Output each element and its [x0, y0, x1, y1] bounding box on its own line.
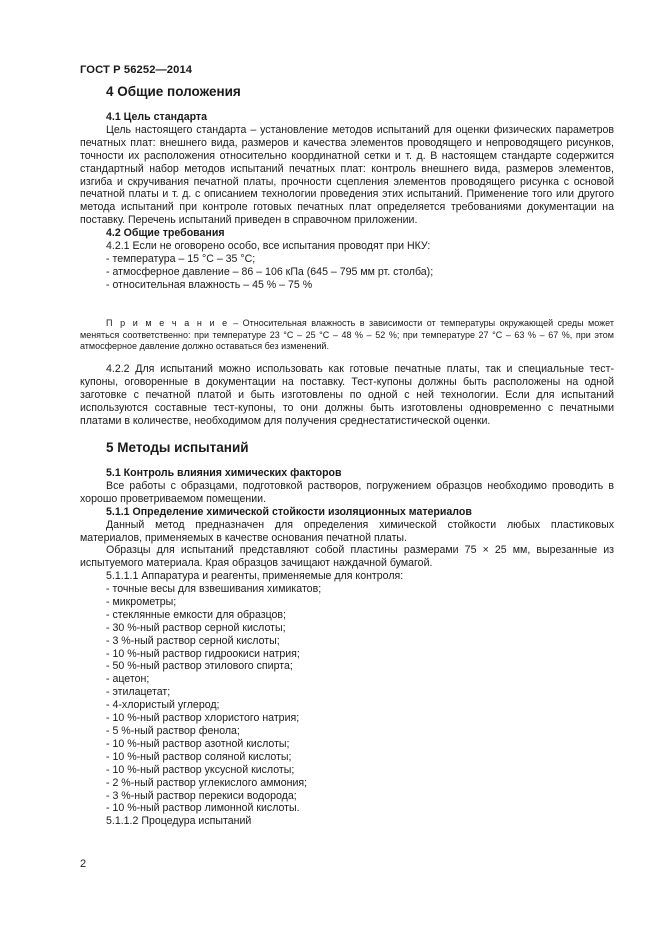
list-item: - 3 %-ный раствор серной кислоты;	[106, 634, 280, 647]
list-item: - 10 %-ный раствор хлористого натрия;	[106, 712, 300, 725]
paragraph-5-1-1-1: 5.1.1.1 Аппаратура и реагенты, применяемые для контроля:	[106, 570, 404, 583]
list-item: - микрометры;	[106, 595, 177, 608]
list-item: - атмосферное давление – 86 – 106 кПа (645 – 795 мм рт. столба);	[106, 265, 434, 278]
paragraph-4-1: Цель настоящего стандарта – установление методов испытаний для оценки физических параметров печатных плат: внешнего вида, размеров и качества элементов проводящего и непроводящего рисунков, точности их расположения относительно координатной сетки и т. д. В настоящем стандарте содержится стандартный набор методов испытаний печатных плат: контроль внешнего вида, размеров элементов, изгиба и скручивания печатной платы, прочности сцепления элементов проводящего рисунка с основой печатной платы и т. д. с описанием технологии проведения этих испытаний. Применение того или другого метода испытаний при контроле готовых печатных плат определяется требованиями документации на поставку. Перечень испытаний приведен в справочном приложении.	[80, 123, 614, 227]
list-item: - 10 %-ный раствор азотной кислоты;	[106, 737, 290, 750]
section-5-title: 5 Методы испытаний	[106, 440, 249, 455]
paragraph-5-1: Все работы с образцами, подготовкой растворов, погружением образцов необходимо проводить в хорошо проветриваемом помещении.	[80, 479, 614, 505]
note-block	[80, 318, 614, 353]
list-item: - 5 %-ный раствор фенола;	[106, 724, 240, 737]
list-item: - точные весы для взвешивания химикатов;	[106, 583, 322, 595]
subsection-4-2-title: 4.2 Общие требования	[106, 227, 225, 240]
list-item: - 10 %-ный раствор соляной кислоты;	[106, 750, 292, 763]
list-item: - ацетон;	[106, 673, 150, 686]
list-item: - 10 %-ный раствор лимонной кислоты.	[106, 802, 300, 815]
subsection-4-1-title: 4.1 Цель стандарта	[106, 111, 208, 123]
list-item: - относительная влажность – 45 % – 75 %	[106, 278, 313, 291]
list-item: - 4-хлористый углерод;	[106, 699, 220, 712]
subsection-5-1-title: 5.1 Контроль влияния химических факторов	[106, 467, 342, 479]
note-label: П р и м е ч а н и е	[106, 318, 229, 328]
paragraph-5-1-1-2: 5.1.1.2 Процедура испытаний	[106, 815, 252, 828]
paragraph-5-1-1-b: Образцы для испытаний представляют собой пластины размерами 75 × 25 мм, вырезанные из испытуемого материала. Края образцов зачищают наждачной бумагой.	[80, 544, 614, 570]
list-item: - этилацетат;	[106, 686, 171, 699]
list-item: - 2 %-ный раствор углекислого аммония;	[106, 776, 308, 789]
list-item: - температура – 15 °С – 35 °С;	[106, 252, 256, 265]
list-item: - 50 %-ный раствор этилового спирта;	[106, 660, 293, 673]
section-4-2-2	[80, 363, 614, 428]
list-item: - 30 %-ный раствор серной кислоты;	[106, 621, 286, 634]
paragraph-4-2-2: 4.2.2 Для испытаний можно использовать как готовые печатные платы, так и специальные тест-купоны, оговоренные в документации на поставку. Тест-купоны должны быть расположены на одной заготовке с печатной платой и быть изготовлены по одной с ней технологии. Если для испытаний используются составные тест-купоны, то они должны быть изготовлены одновременно с печатными платами в количестве, необходимом для получения среднестатистической оценки.	[80, 363, 614, 427]
list-item: - стеклянные емкости для образцов;	[106, 608, 286, 621]
subsection-5-1-1-title: 5.1.1 Определение химической стойкости изоляционных материалов	[106, 505, 472, 518]
reagents-list	[106, 583, 614, 828]
list-item: - 10 %-ный раствор уксусной кислоты;	[106, 763, 295, 776]
section-5-1	[80, 467, 614, 583]
document-header: ГОСТ Р 56252—2014	[80, 64, 193, 76]
section-4-title: 4 Общие положения	[106, 84, 241, 99]
section-4-1	[80, 111, 614, 292]
paragraph-4-2-1: 4.2.1 Если не оговорено особо, все испытания проводят при НКУ:	[106, 240, 431, 253]
page-number: 2	[80, 858, 87, 870]
list-item: - 10 %-ный раствор гидроокиси натрия;	[106, 647, 300, 660]
paragraph-5-1-1-a: Данный метод предназначен для определения химической стойкости любых пластиковых материалов, применяемых в качестве основания печатной платы.	[80, 518, 614, 544]
list-item: - 3 %-ный раствор перекиси водорода;	[106, 789, 297, 802]
note-text: – Относительная влажность в зависимости от температуры окружающей среды может меняться соответственно: при температуре 23 °С – 25 °С – 48 % – 52 %; при температуре 27 °С – 63 % – 67 %, при этом атмосферное давление должно оставаться без изменений.	[80, 318, 614, 351]
